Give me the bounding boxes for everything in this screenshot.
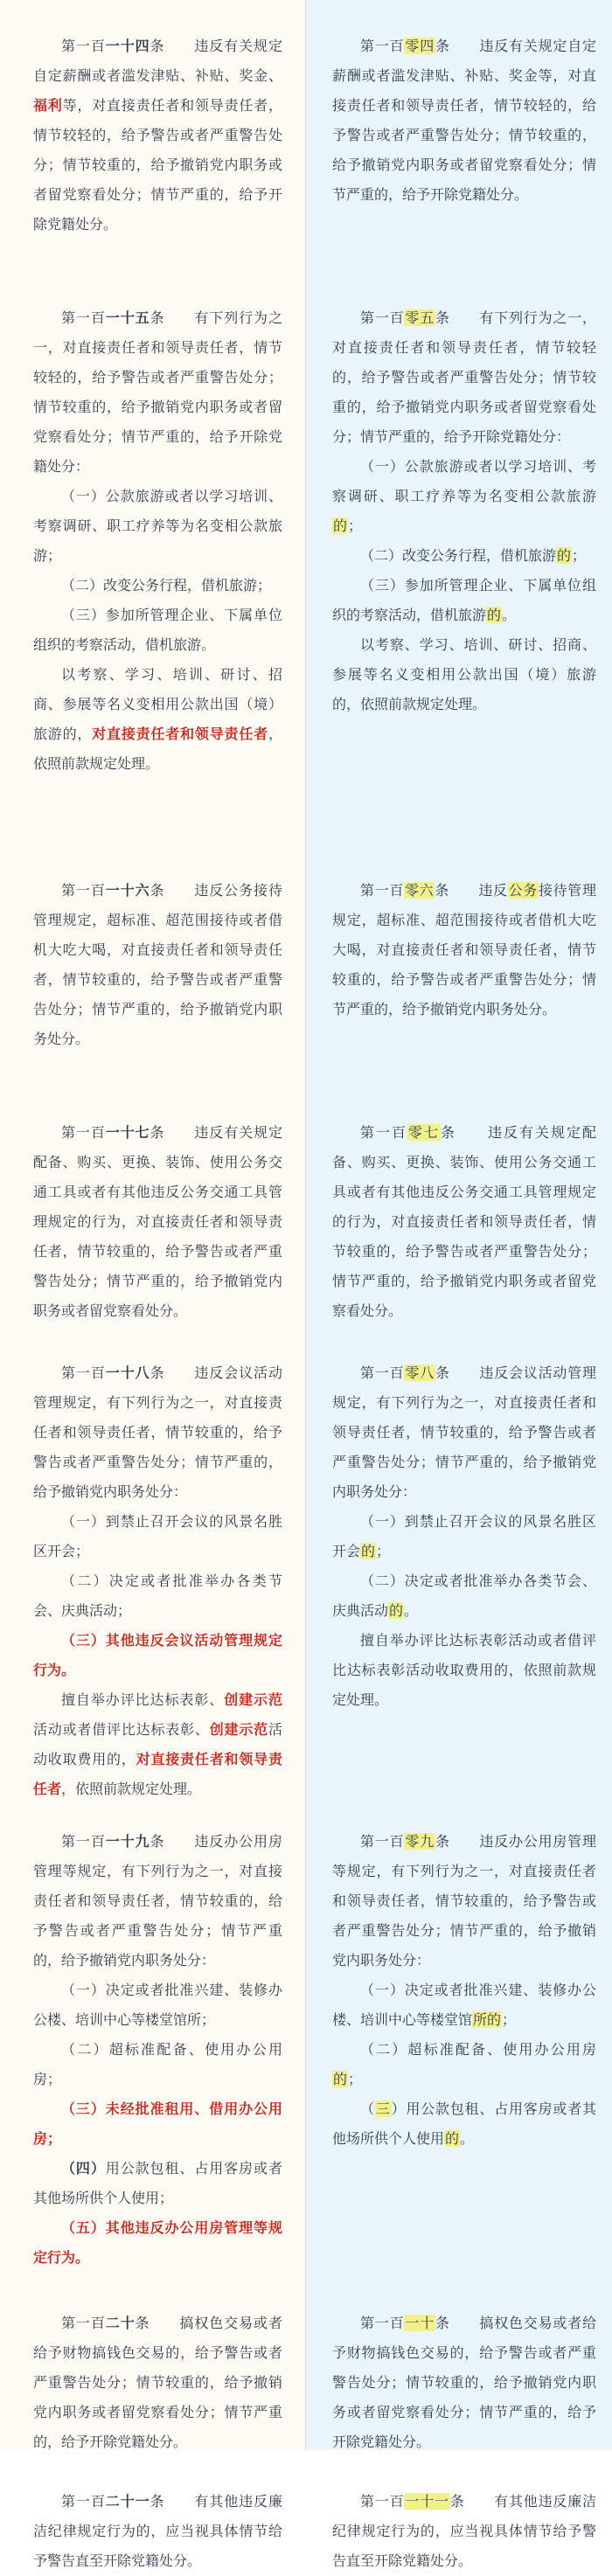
text-run: 第一百 [61, 1833, 106, 1850]
article-clause-paragraph [33, 660, 282, 779]
text-run: （二）改变公务行程，借机旅游； [61, 577, 272, 594]
article-114 [33, 31, 282, 303]
article-heading-paragraph [332, 876, 596, 1024]
article-clause-paragraph [332, 1507, 596, 1566]
text-run: ； [348, 517, 363, 534]
text-run: （一）公款旅游或者以学习培训、考察调研、职工疗养等为名变相公款旅游 [332, 458, 596, 504]
text-run: 一十五 [105, 309, 150, 326]
text-run: 第一百 [61, 2315, 106, 2331]
text-run: 一十四 [105, 38, 150, 54]
text-run: 第一百 [61, 309, 106, 326]
highlighted-text: 一十一 [405, 2493, 449, 2510]
text-run: ，依照前款规定处理。 [61, 1781, 202, 1797]
text-run: （一）决定或者批准兴建、装修办公楼、培训中心等楼堂馆 [332, 1982, 596, 2028]
article-heading-paragraph [33, 2309, 282, 2457]
text-run: 以考察、学习、培训、研讨、招商、参展等名义变相用公款出国（境）旅游的，依照前款规定处理。 [332, 636, 596, 712]
text-run: （四） [61, 2160, 106, 2177]
article-clause-paragraph [33, 601, 282, 660]
text-run: （一）到禁止召开会议的风景名胜区开会； [33, 1513, 282, 1559]
article-clause-paragraph [332, 630, 596, 719]
text-run: ）用公款包租、占用客房或者其他场所供个人使用 [332, 2100, 596, 2147]
highlighted-text: 一十 [405, 2315, 435, 2331]
article-clause-paragraph [332, 1975, 596, 2035]
article-clause-paragraph [33, 2154, 282, 2213]
text-run: 条 违反办公用房管理等规定，有下列行为之一，对直接责任者和领导责任者，情节较重的，给予警告或者严重警告处分；情节严重的，给予撤销党内职务处分： [332, 1833, 596, 1968]
text-run: 一十九 [105, 1833, 150, 1850]
text-run: 条 违反有关规定自定薪酬或者滥发津贴、补贴、奖金等，对直接责任者和领导责任者，情节较轻的，给予警告或者严重警告处分；情节较重的，给予撤销党内职务或者留党察看处分；情节严重的，给予开除党籍处分。 [332, 38, 596, 203]
text-run: 条 有下列行为之一，对直接责任者和领导责任者，情节较轻的，给予警告或者严重警告处分；情节较重的，给予撤销党内职务或者留党察看处分；情节严重的，给予开除党籍处分： [332, 309, 596, 445]
text-run: 一十六 [105, 882, 150, 899]
article-clause-paragraph [33, 1685, 282, 1804]
article-104 [332, 31, 596, 303]
text-run: 一十八 [105, 1364, 150, 1381]
text-run: 。 [460, 2130, 475, 2147]
highlighted-text: 零四 [405, 38, 435, 54]
text-run: （二）超标准配备、使用办公用房 [360, 2041, 596, 2058]
article-clause-paragraph [33, 1975, 282, 2035]
article-heading-paragraph [332, 31, 596, 210]
text-run: 第一百 [360, 1364, 405, 1381]
article-107 [332, 1118, 596, 1358]
text-run: （ [360, 2100, 375, 2117]
text-run: 第一百 [61, 38, 106, 54]
highlighted-text: 的 [389, 1602, 404, 1619]
text-run: 条 有其他违反廉洁纪律规定行为的，应当视具体情节给予警告直至开除党籍处分。 [33, 2493, 282, 2569]
text-run: 第一百 [61, 882, 106, 899]
article-clause-paragraph [33, 2213, 282, 2273]
text-run: 第一百 [360, 1124, 407, 1141]
text-run: 第一百 [360, 1833, 405, 1850]
highlighted-text: 的 [557, 547, 572, 564]
article-clause-paragraph [33, 482, 282, 571]
article-117 [33, 1118, 282, 1358]
highlighted-text: 零九 [405, 1833, 435, 1850]
text-run: ； [376, 1543, 391, 1559]
text-run: 条 违反会议活动管理规定，有下列行为之一，对直接责任者和领导责任者，情节较重的，给予警告或者严重警告处分；情节严重的，给予撤销党内职务处分： [33, 1364, 282, 1500]
article-106 [332, 876, 596, 1118]
article-clause-paragraph [33, 2035, 282, 2094]
text-run: ，依照前款规定处理。 [33, 726, 282, 772]
emphasized-red-text: 福利 [33, 97, 63, 114]
article-115 [33, 303, 282, 876]
text-run: 条 搞权色交易或者给予财物搞钱色交易的，给予警告或者严重警告处分；情节较重的，给予撤销党内职务或者留党察看处分；情节严重的，给予开除党籍处分。 [33, 2315, 282, 2450]
article-clause-paragraph [332, 541, 596, 571]
highlighted-text: 的 [487, 607, 502, 623]
original-regulations-column [306, 0, 612, 2569]
article-heading-paragraph [33, 876, 282, 1054]
highlighted-text: 的 [445, 2130, 460, 2147]
text-run: 第一百 [61, 1124, 106, 1141]
text-run: （三）参加所管理企业、下属单位组织的考察活动，借机旅游 [332, 577, 596, 623]
emphasized-red-text: （五）其他违反办公用房管理等规定行为。 [33, 2219, 282, 2266]
article-heading-paragraph [332, 2309, 596, 2457]
text-run: （二）决定或者批准举办各类节会、庆典活动； [33, 1573, 282, 1619]
article-heading-paragraph [33, 1118, 282, 1326]
article-clause-paragraph [332, 571, 596, 630]
article-clause-paragraph [332, 1626, 596, 1715]
text-run: 接待管理规定，超标准、超范围接待或者借机大吃大喝，对直接责任者和领导责任者，情节较重的，给予警告或者严重警告处分；情节严重的，给予撤销党内职务处分。 [332, 882, 596, 1017]
text-run: 条 有下列行为之一，对直接责任者和领导责任者，情节较轻的，给予警告或者严重警告处分；情节较重的，给予撤销党内职务或者留党察看处分；情节严重的，给予开除党籍处分： [33, 309, 282, 475]
highlighted-text: 的 [361, 1543, 376, 1559]
text-run: 擅自举办评比达标表彰、 [61, 1691, 225, 1708]
text-run: （二）决定或者批准举办各类节会、庆典活动 [332, 1573, 596, 1619]
highlighted-text: 的 [333, 2071, 348, 2087]
text-run: 一十七 [105, 1124, 150, 1141]
text-run: 第一百 [360, 2315, 405, 2331]
emphasized-red-text: （三）其他违反会议活动管理规定行为。 [33, 1632, 282, 1678]
article-108 [332, 1358, 596, 1827]
emphasized-red-text: 对直接责任者和领导责任者 [33, 1751, 282, 1797]
article-clause-paragraph [332, 2035, 596, 2094]
article-heading-paragraph [332, 1118, 596, 1326]
article-111 [332, 2487, 596, 2574]
article-105 [332, 303, 596, 876]
highlighted-text: 零七 [408, 1124, 440, 1141]
article-119 [33, 1827, 282, 2309]
text-run: 条 搞权色交易或者给予财物搞钱色交易的，给予警告或者严重警告处分；情节较重的，给予撤销党内职务或者留党察看处分；情节严重的，给予开除党籍处分。 [332, 2315, 596, 2450]
text-run: 第一百 [360, 882, 404, 899]
text-run: 等，对直接责任者和领导责任者，情节较轻的，给予警告或者严重警告处分；情节较重的，给予撤销党内职务或者留党察看处分；情节严重的，给予开除党籍处分。 [33, 97, 282, 233]
text-run: 条 有其他违反廉洁纪律规定行为的，应当视具体情节给予警告直至开除党籍处分。 [332, 2493, 596, 2569]
article-heading-paragraph [332, 2487, 596, 2576]
article-heading-paragraph [332, 1827, 596, 1975]
article-clause-paragraph [33, 1507, 282, 1566]
article-clause-paragraph [33, 571, 282, 601]
text-run: 第一百 [360, 2493, 405, 2510]
emphasized-red-text: 对直接责任者和领导责任者 [92, 726, 268, 742]
revised-regulations-column [0, 0, 306, 2569]
text-run: 以考察、学习、培训、研讨、招商、参展等名义变相用公款出国（境）旅游的， [33, 666, 282, 742]
text-run: 第一百 [360, 38, 405, 54]
text-run: 条 违反公务接待管理规定，超标准、超范围接待或者借机大吃大喝，对直接责任者和领导责任者，情节较重的，给予警告或者严重警告处分；情节严重的，给予撤销党内职务处分。 [33, 882, 282, 1047]
article-120 [33, 2309, 282, 2487]
text-run: 条 违反会议活动管理规定，有下列行为之一，对直接责任者和领导责任者，情节较重的，给予警告或者严重警告处分；情节严重的，给予撤销党内职务处分： [332, 1364, 596, 1500]
highlighted-text: 所的 [473, 2011, 502, 2028]
text-run: 擅自举办评比达标表彰活动或者借评比达标表彰活动收取费用的，依照前款规定处理。 [332, 1632, 596, 1708]
text-run: 条 违反有关规定配备、购买、更换、装饰、使用公务交通工具或者有其他违反公务交通工具管理规定的行为，对直接责任者和领导责任者，情节较重的，给予警告或者严重警告处分；情节严重的，给予撤销党内职务或者留党察看处分。 [33, 1124, 282, 1319]
text-run: （二）超标准配备、使用办公用房； [33, 2041, 282, 2087]
text-run: ； [348, 2071, 363, 2087]
article-heading-paragraph [33, 1358, 282, 1507]
article-heading-paragraph [33, 2487, 282, 2576]
text-run: （一）决定或者批准兴建、装修办公楼、培训中心等楼堂馆所； [33, 1982, 282, 2028]
article-clause-paragraph [33, 1566, 282, 1626]
text-run: （一）到禁止召开会议的风景名胜区开会 [332, 1513, 596, 1559]
article-118 [33, 1358, 282, 1827]
text-run: 二十一 [105, 2493, 150, 2510]
article-heading-paragraph [332, 303, 596, 452]
article-116 [33, 876, 282, 1118]
article-clause-paragraph [332, 452, 596, 541]
text-run: 条 违反 [435, 882, 508, 899]
article-heading-paragraph [33, 303, 282, 482]
text-run: 。 [404, 1602, 419, 1619]
highlighted-text: 零八 [405, 1364, 435, 1381]
highlighted-text: 的 [333, 517, 348, 534]
text-run: ； [572, 547, 587, 564]
emphasized-red-text: 创建示范 [209, 1721, 268, 1738]
article-clause-paragraph [332, 2094, 596, 2154]
highlighted-text: 公务 [508, 882, 538, 899]
article-121 [33, 2487, 282, 2574]
article-clause-paragraph [33, 1626, 282, 1685]
text-run: 条 违反有关规定配备、购买、更换、装饰、使用公务交通工具或者有其他违反公务交通工具管理规定的行为，对直接责任者和领导责任者，情节较重的，给予警告或者严重警告处分；情节严重的，给予撤销党内职务或者留党察看处分。 [332, 1124, 596, 1319]
highlighted-text: 零五 [405, 309, 435, 326]
text-run: 。 [502, 607, 517, 623]
text-run: 活动收取费用的， [33, 1721, 282, 1767]
highlighted-text: 三 [375, 2100, 391, 2117]
highlighted-text: 零六 [405, 882, 435, 899]
article-clause-paragraph [332, 1566, 596, 1626]
emphasized-red-text: 创建示范 [224, 1691, 282, 1708]
text-run: 二十 [105, 2315, 136, 2331]
text-run: （三）参加所管理企业、下属单位组织的考察活动，借机旅游。 [33, 607, 282, 653]
emphasized-red-text: （三）未经批准租用、借用办公用房； [33, 2100, 282, 2147]
article-heading-paragraph [332, 1358, 596, 1507]
text-run: 第一百 [61, 2493, 106, 2510]
text-run: 用公款包租、占用客房或者其他场所供个人使用； [33, 2160, 282, 2206]
text-run: 条 违反办公用房管理等规定，有下列行为之一，对直接责任者和领导责任者，情节较重的，给予警告或者严重警告处分；情节严重的，给予撤销党内职务处分： [33, 1833, 282, 1968]
text-run: 活动或者借评比达标表彰、 [33, 1721, 210, 1738]
text-run: ； [502, 2011, 517, 2028]
article-clause-paragraph [33, 2094, 282, 2154]
text-run: （二）改变公务行程，借机旅游 [360, 547, 557, 564]
text-run: （一）公款旅游或者以学习培训、考察调研、职工疗养等为名变相公款旅游； [33, 488, 282, 564]
text-run: 第一百 [360, 309, 405, 326]
article-109 [332, 1827, 596, 2309]
text-run: 第一百 [61, 1364, 106, 1381]
text-run: 条 违反有关规定自定薪酬或者滥发津贴、补贴、奖金、 [33, 38, 282, 84]
article-heading-paragraph [33, 31, 282, 240]
article-heading-paragraph [33, 1827, 282, 1975]
article-110 [332, 2309, 596, 2487]
